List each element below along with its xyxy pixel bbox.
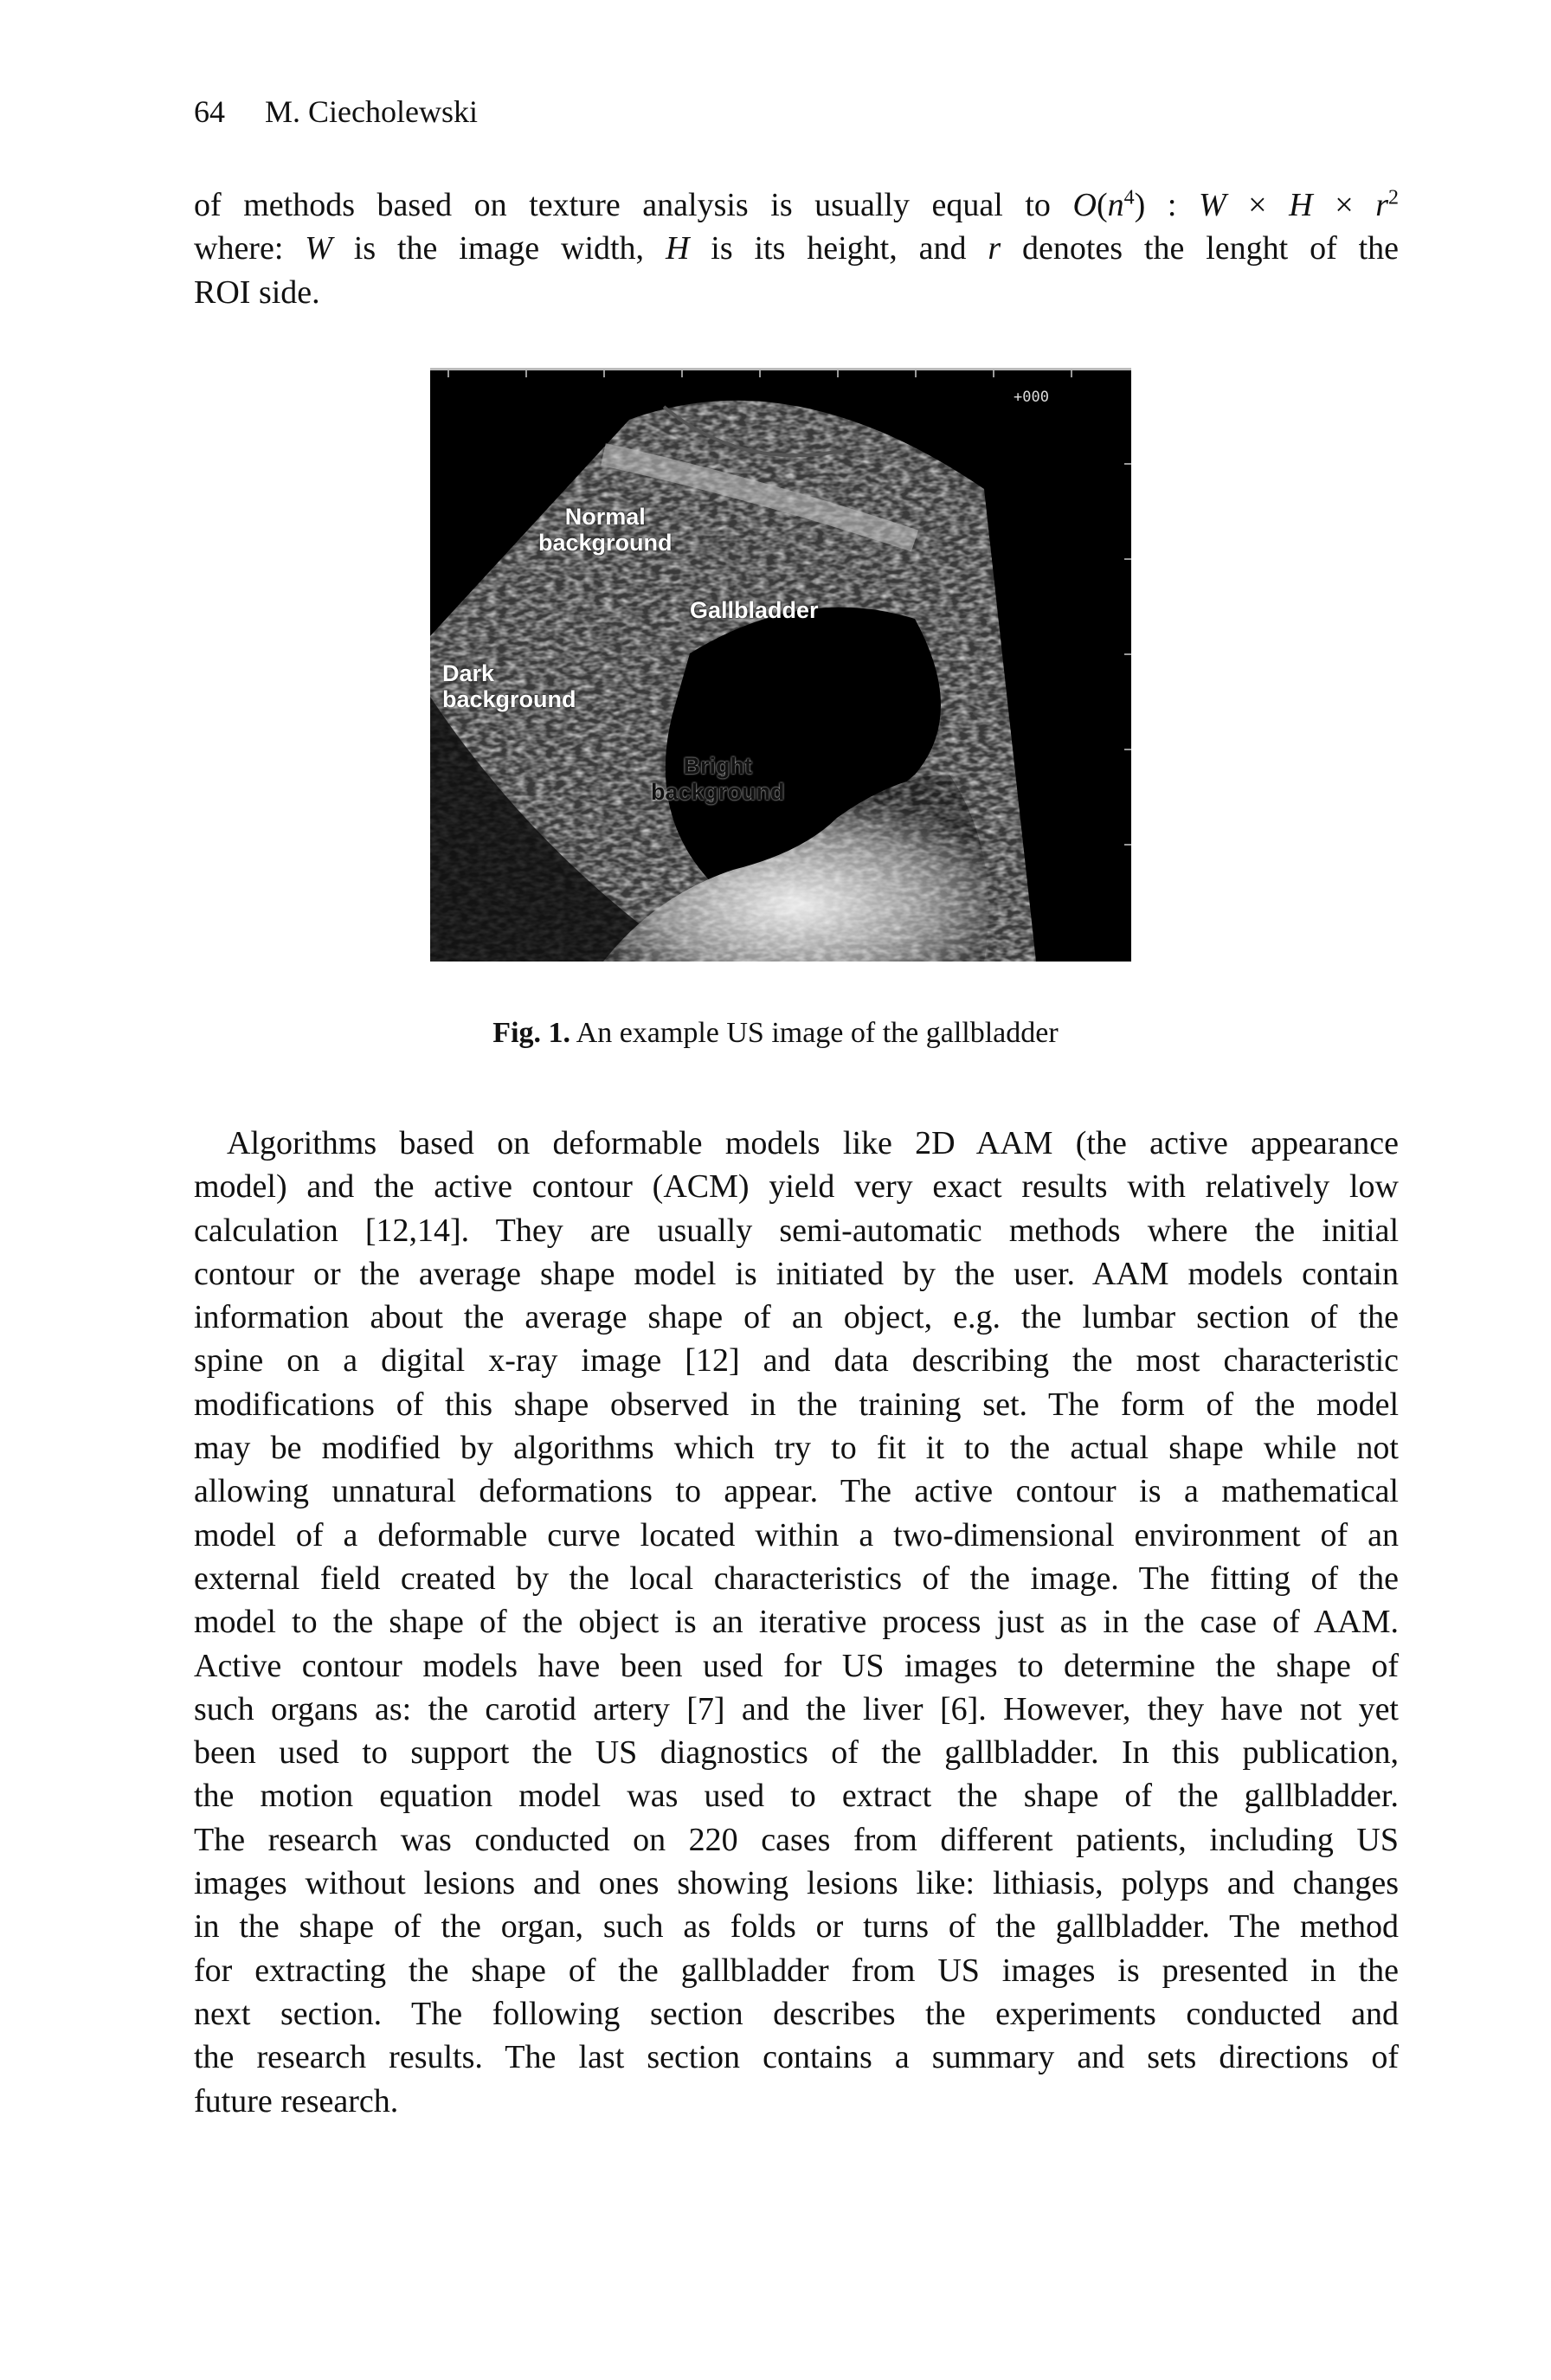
depth-readout: +000 [1014, 389, 1049, 406]
text-segment: is the image width, [331, 230, 666, 267]
text-line: for extracting the shape of the gallbladder from US images is presented in the [194, 1952, 1399, 1989]
text-segment: of methods based on texture analysis is usually equal to [194, 187, 1073, 223]
text-line: model) and the active contour (ACM) yield very exact results with relatively low [194, 1168, 1399, 1206]
text-line: model to the shape of the object is an iterative process just as in the case of AAM. [194, 1604, 1399, 1641]
superscript: 4 [1123, 186, 1135, 209]
text-line [194, 227, 1399, 270]
intro-paragraph [194, 183, 1399, 314]
text-segment: denotes the lenght of the [1001, 230, 1400, 267]
text-line: model of a deformable curve located within a two-dimensional environment of an [194, 1516, 1399, 1553]
label-normal-background [538, 504, 673, 556]
math-symbol: n [1107, 187, 1124, 223]
label-bright-background [651, 753, 785, 805]
text-line: information about the average shape of an object, e.g. the lumbar section of the [194, 1299, 1399, 1336]
text-line: next section. The following section describes the experiments conducted and [194, 1995, 1399, 2032]
text-segment: × [1226, 187, 1290, 223]
label-line: background [442, 686, 576, 712]
text-line: Algorithms based on deformable models like 2D AAM (the active appearance [227, 1125, 1399, 1161]
text-line: external field created by the local characteristics of the image. The fitting of the [194, 1560, 1399, 1597]
text-segment: where: [194, 230, 306, 267]
text-line: such organs as: the carotid artery [7] and the liver [6]. However, they have not yet [194, 1690, 1399, 1727]
text-line: allowing unnatural deformations to appear. The active contour is a mathematical [194, 1473, 1399, 1510]
superscript: 2 [1387, 186, 1399, 209]
math-symbol: W [1198, 187, 1226, 223]
math-symbol: H [1289, 187, 1313, 223]
text-segment: ROI side. [194, 273, 320, 311]
text-segment: ( [1096, 187, 1108, 223]
text-line [194, 183, 1399, 227]
text-line: the motion equation model was used to extract the shape of the gallbladder. [194, 1778, 1399, 1815]
text-line: contour or the average shape model is initiated by the user. AAM models contain [194, 1255, 1399, 1292]
text-segment: ) : [1134, 187, 1199, 223]
math-symbol: r [1375, 187, 1388, 223]
math-symbol: O [1072, 187, 1097, 223]
text-line: been used to support the US diagnostics of the gallbladder. In this publication, [194, 1734, 1399, 1772]
label-line: Bright [683, 753, 752, 779]
caption-label: Fig. 1. [492, 1017, 571, 1049]
text-line: The research was conducted on 220 cases from different patients, including US [194, 1821, 1399, 1858]
text-segment: is its height, and [689, 230, 988, 267]
text-segment: × [1312, 187, 1376, 223]
label-line: background [651, 779, 785, 805]
text-line: in the shape of the organ, such as folds or turns of the gallbladder. The method [194, 1908, 1399, 1946]
math-symbol: r [988, 230, 1001, 267]
body-paragraph [194, 1122, 1399, 2123]
text-line: the research results. The last section contains a summary and sets directions of [194, 2039, 1399, 2076]
running-author: M. Ciecholewski [265, 94, 478, 129]
ultrasound-figure [430, 368, 1131, 962]
math-symbol: H [665, 230, 690, 267]
text-line: calculation [12,14]. They are usually semi-automatic methods where the initial [194, 1212, 1399, 1249]
text-line: Active contour models have been used for US images to determine the shape of [194, 1647, 1399, 1684]
text-line: spine on a digital x-ray image [12] and data describing the most characteristic [194, 1342, 1399, 1380]
text-line: may be modified by algorithms which try to fit it to the actual shape while not [194, 1430, 1399, 1467]
label-dark-background [442, 660, 576, 712]
text-line: modifications of this shape observed in the training set. The form of the model [194, 1386, 1399, 1423]
caption-text: An example US image of the gallbladder [576, 1017, 1059, 1049]
label-gallbladder: Gallbladder [690, 597, 819, 623]
label-line: Dark [442, 660, 495, 686]
figure-caption [0, 1017, 1551, 1050]
label-line: background [538, 530, 673, 556]
page-number: 64 [194, 94, 225, 129]
text-line: future research. [194, 2082, 399, 2119]
label-line: Normal [564, 504, 646, 530]
text-line [194, 271, 1399, 314]
text-line: images without lesions and ones showing lesions like: lithiasis, polyps and changes [194, 1865, 1399, 1902]
math-symbol: W [305, 230, 332, 267]
